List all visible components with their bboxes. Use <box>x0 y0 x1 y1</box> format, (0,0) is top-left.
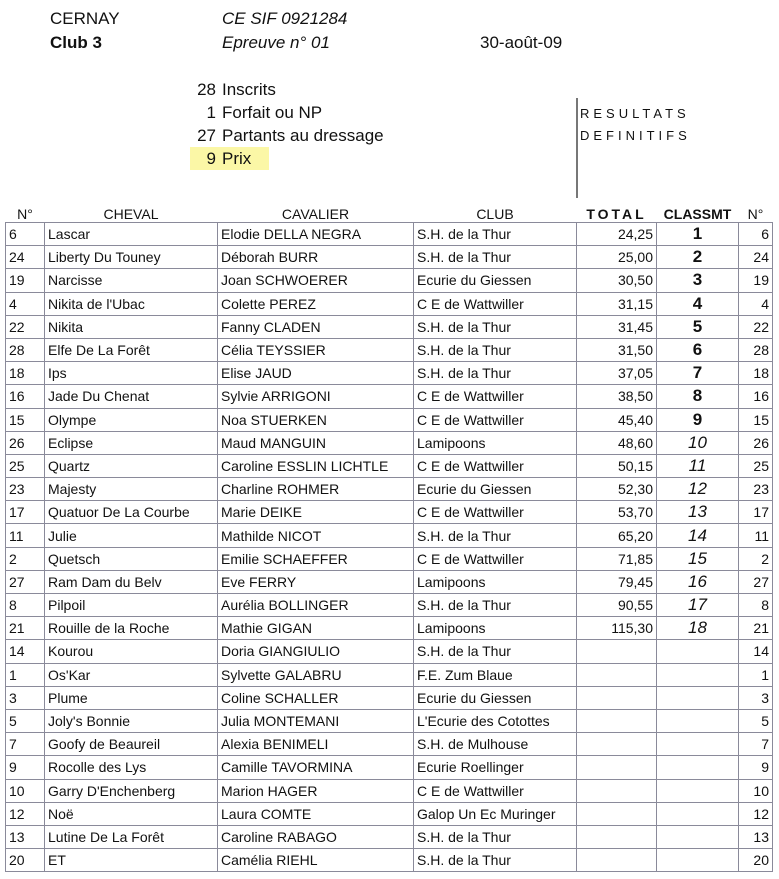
cell-club: S.H. de la Thur <box>414 338 577 361</box>
cell-cheval: Elfe De La Forêt <box>45 338 218 361</box>
table-row <box>6 501 773 524</box>
cell-num: 24 <box>6 246 45 269</box>
cell-num-right: 11 <box>739 524 773 547</box>
city-name: CERNAY <box>50 9 120 28</box>
cell-num-right: 9 <box>739 756 773 779</box>
stat-label: Inscrits <box>222 80 276 99</box>
cell-num-right: 27 <box>739 570 773 593</box>
cell-total <box>577 733 657 756</box>
cell-club: Ecurie Roellinger <box>414 756 577 779</box>
cell-total: 37,05 <box>577 362 657 385</box>
col-header-total: TOTAL <box>586 206 647 222</box>
cell-classmt <box>657 825 739 848</box>
cell-cavalier: Charline ROHMER <box>218 478 414 501</box>
cell-num: 1 <box>6 663 45 686</box>
table-row <box>6 269 773 292</box>
cell-club: Ecurie du Giessen <box>414 269 577 292</box>
cell-num: 4 <box>6 292 45 315</box>
table-row <box>6 733 773 756</box>
cell-total: 24,25 <box>577 223 657 246</box>
epreuve-label: Epreuve n° 01 <box>222 33 330 52</box>
table-row <box>6 431 773 454</box>
cell-num-right: 28 <box>739 338 773 361</box>
cell-total: 38,50 <box>577 385 657 408</box>
cell-num: 27 <box>6 570 45 593</box>
cell-club: C E de Wattwiller <box>414 292 577 315</box>
cell-num-right: 1 <box>739 663 773 686</box>
cell-cheval: Pilpoil <box>45 594 218 617</box>
cell-club: S.H. de la Thur <box>414 246 577 269</box>
cell-num: 9 <box>6 756 45 779</box>
cell-cheval: Majesty <box>45 478 218 501</box>
cell-cheval: Olympe <box>45 408 218 431</box>
cell-classmt <box>657 779 739 802</box>
cell-num-right: 12 <box>739 802 773 825</box>
cell-total <box>577 709 657 732</box>
cell-club: C E de Wattwiller <box>414 779 577 802</box>
cell-classmt: 8 <box>657 385 739 408</box>
event-date: 30-août-09 <box>480 33 563 52</box>
cell-num: 12 <box>6 802 45 825</box>
cell-classmt: 16 <box>657 570 739 593</box>
cell-num: 3 <box>6 686 45 709</box>
cell-num: 10 <box>6 779 45 802</box>
cell-cavalier: Elodie DELLA NEGRA <box>218 223 414 246</box>
cell-cheval: Quetsch <box>45 547 218 570</box>
cell-cheval: Kourou <box>45 640 218 663</box>
cell-cheval: Narcisse <box>45 269 218 292</box>
cell-num-right: 15 <box>739 408 773 431</box>
cell-total: 30,50 <box>577 269 657 292</box>
cell-classmt <box>657 709 739 732</box>
cell-classmt <box>657 663 739 686</box>
cell-classmt: 14 <box>657 524 739 547</box>
cell-cavalier: Mathie GIGAN <box>218 617 414 640</box>
table-row <box>6 246 773 269</box>
cell-cheval: Rocolle des Lys <box>45 756 218 779</box>
entry-stats <box>190 78 384 170</box>
cell-cheval: Ips <box>45 362 218 385</box>
cell-num-right: 23 <box>739 478 773 501</box>
cell-classmt <box>657 802 739 825</box>
cell-cavalier: Aurélia BOLLINGER <box>218 594 414 617</box>
cell-cheval: Liberty Du Touney <box>45 246 218 269</box>
cell-total <box>577 802 657 825</box>
col-header-cavalier: CAVALIER <box>281 206 350 222</box>
cell-num-right: 14 <box>739 640 773 663</box>
cell-num-right: 25 <box>739 454 773 477</box>
cell-cavalier: Marie DEIKE <box>218 501 414 524</box>
table-row <box>6 686 773 709</box>
cell-total <box>577 825 657 848</box>
table-row <box>6 617 773 640</box>
col-header-num: N° <box>17 206 33 222</box>
cell-num: 28 <box>6 338 45 361</box>
results-table <box>5 198 773 872</box>
cell-num: 25 <box>6 454 45 477</box>
cell-total: 52,30 <box>577 478 657 501</box>
cell-cavalier: Noa STUERKEN <box>218 408 414 431</box>
cell-club: C E de Wattwiller <box>414 408 577 431</box>
cell-total: 48,60 <box>577 431 657 454</box>
cell-classmt: 15 <box>657 547 739 570</box>
stat-number: 9 <box>190 147 222 170</box>
table-row <box>6 338 773 361</box>
cell-cheval: Eclipse <box>45 431 218 454</box>
stat-partants <box>190 124 384 147</box>
cell-num: 26 <box>6 431 45 454</box>
cell-num: 7 <box>6 733 45 756</box>
table-row <box>6 547 773 570</box>
cell-club: S.H. de la Thur <box>414 223 577 246</box>
cell-cheval: Plume <box>45 686 218 709</box>
cell-num: 11 <box>6 524 45 547</box>
cell-cavalier: Sylvette GALABRU <box>218 663 414 686</box>
cell-cavalier: Alexia BENIMELI <box>218 733 414 756</box>
cell-classmt: 13 <box>657 501 739 524</box>
cell-total: 90,55 <box>577 594 657 617</box>
cell-cheval: Rouille de la Roche <box>45 617 218 640</box>
cell-total: 50,15 <box>577 454 657 477</box>
cell-club: S.H. de la Thur <box>414 315 577 338</box>
cell-club: C E de Wattwiller <box>414 454 577 477</box>
cell-classmt <box>657 733 739 756</box>
cell-classmt: 2 <box>657 246 739 269</box>
cell-club: Ecurie du Giessen <box>414 478 577 501</box>
cell-cavalier: Laura COMTE <box>218 802 414 825</box>
stat-forfait <box>190 101 384 124</box>
cell-cavalier: Julia MONTEMANI <box>218 709 414 732</box>
cell-total: 115,30 <box>577 617 657 640</box>
cell-num-right: 4 <box>739 292 773 315</box>
cell-num-right: 21 <box>739 617 773 640</box>
cell-cavalier: Eve FERRY <box>218 570 414 593</box>
cell-classmt <box>657 756 739 779</box>
cell-cheval: Lascar <box>45 223 218 246</box>
cell-cheval: Garry D'Enchenberg <box>45 779 218 802</box>
cell-cheval: Nikita de l'Ubac <box>45 292 218 315</box>
cell-classmt: 17 <box>657 594 739 617</box>
cell-num-right: 7 <box>739 733 773 756</box>
club-label: Club 3 <box>50 33 102 52</box>
cell-cheval: Joly's Bonnie <box>45 709 218 732</box>
cell-club: Lamipoons <box>414 431 577 454</box>
results-title-line1: RESULTATS <box>580 106 690 121</box>
col-header-cheval: CHEVAL <box>103 206 159 222</box>
cell-cavalier: Maud MANGUIN <box>218 431 414 454</box>
cell-cheval: Ram Dam du Belv <box>45 570 218 593</box>
cell-club: C E de Wattwiller <box>414 501 577 524</box>
cell-classmt: 3 <box>657 269 739 292</box>
cell-cheval: Quartz <box>45 454 218 477</box>
cell-num-right: 13 <box>739 825 773 848</box>
col-header-club: CLUB <box>476 206 514 222</box>
cell-cavalier: Sylvie ARRIGONI <box>218 385 414 408</box>
cell-cheval: Julie <box>45 524 218 547</box>
cell-club: C E de Wattwiller <box>414 385 577 408</box>
cell-num-right: 26 <box>739 431 773 454</box>
divider-line <box>576 98 578 198</box>
cell-num: 17 <box>6 501 45 524</box>
cell-classmt: 1 <box>657 223 739 246</box>
cell-num: 19 <box>6 269 45 292</box>
cell-num-right: 20 <box>739 849 773 872</box>
stat-inscrits <box>190 78 384 101</box>
cell-club: Ecurie du Giessen <box>414 686 577 709</box>
cell-classmt: 6 <box>657 338 739 361</box>
cell-cheval: Lutine De La Forêt <box>45 825 218 848</box>
cell-classmt: 9 <box>657 408 739 431</box>
cell-classmt: 10 <box>657 431 739 454</box>
cell-cheval: Jade Du Chenat <box>45 385 218 408</box>
table-row <box>6 594 773 617</box>
table-row <box>6 478 773 501</box>
table-row <box>6 223 773 246</box>
cell-num: 23 <box>6 478 45 501</box>
cell-total: 31,45 <box>577 315 657 338</box>
table-row <box>6 640 773 663</box>
cell-cavalier: Caroline RABAGO <box>218 825 414 848</box>
cell-num: 5 <box>6 709 45 732</box>
table-row <box>6 802 773 825</box>
cell-cavalier: Coline SCHALLER <box>218 686 414 709</box>
results-title <box>580 103 691 147</box>
cell-club: S.H. de la Thur <box>414 825 577 848</box>
cell-total <box>577 849 657 872</box>
table-row <box>6 825 773 848</box>
cell-total <box>577 756 657 779</box>
stat-prix <box>190 147 384 170</box>
cell-num: 15 <box>6 408 45 431</box>
stat-label: Prix <box>222 147 269 170</box>
cell-num-right: 19 <box>739 269 773 292</box>
cell-num-right: 16 <box>739 385 773 408</box>
cell-total: 65,20 <box>577 524 657 547</box>
cell-num: 14 <box>6 640 45 663</box>
cell-cheval: Noë <box>45 802 218 825</box>
cell-total <box>577 663 657 686</box>
cell-num: 21 <box>6 617 45 640</box>
cell-cavalier: Célia TEYSSIER <box>218 338 414 361</box>
cell-total: 31,50 <box>577 338 657 361</box>
cell-num-right: 5 <box>739 709 773 732</box>
results-title-line2: DEFINITIFS <box>580 128 691 143</box>
cell-cavalier: Déborah BURR <box>218 246 414 269</box>
col-header-classmt: CLASSMT <box>663 206 732 222</box>
cell-total: 31,15 <box>577 292 657 315</box>
table-row <box>6 756 773 779</box>
stat-number: 1 <box>206 103 216 122</box>
cell-num-right: 2 <box>739 547 773 570</box>
cell-num-right: 10 <box>739 779 773 802</box>
table-row <box>6 779 773 802</box>
table-row <box>6 362 773 385</box>
cell-cavalier: Caroline ESSLIN LICHTLE <box>218 454 414 477</box>
cell-club: Lamipoons <box>414 570 577 593</box>
cell-club: S.H. de la Thur <box>414 594 577 617</box>
cell-num-right: 3 <box>739 686 773 709</box>
cell-club: Galop Un Ec Muringer <box>414 802 577 825</box>
cell-club: Lamipoons <box>414 617 577 640</box>
cell-num: 8 <box>6 594 45 617</box>
cell-cavalier: Marion HAGER <box>218 779 414 802</box>
cell-total: 71,85 <box>577 547 657 570</box>
cell-num: 18 <box>6 362 45 385</box>
cell-cavalier: Fanny CLADEN <box>218 315 414 338</box>
table-row <box>6 292 773 315</box>
competition-ref: CE SIF 0921284 <box>222 9 348 28</box>
stat-number: 28 <box>197 80 216 99</box>
cell-num: 20 <box>6 849 45 872</box>
cell-classmt: 4 <box>657 292 739 315</box>
cell-classmt: 5 <box>657 315 739 338</box>
cell-cavalier: Doria GIANGIULIO <box>218 640 414 663</box>
cell-num-right: 24 <box>739 246 773 269</box>
cell-num: 16 <box>6 385 45 408</box>
cell-num-right: 6 <box>739 223 773 246</box>
table-row <box>6 454 773 477</box>
table-row <box>6 849 773 872</box>
cell-classmt <box>657 849 739 872</box>
cell-club: S.H. de Mulhouse <box>414 733 577 756</box>
cell-total: 53,70 <box>577 501 657 524</box>
cell-cheval: Os'Kar <box>45 663 218 686</box>
cell-classmt: 18 <box>657 617 739 640</box>
cell-cavalier: Elise JAUD <box>218 362 414 385</box>
cell-total: 25,00 <box>577 246 657 269</box>
cell-cavalier: Colette PEREZ <box>218 292 414 315</box>
cell-club: S.H. de la Thur <box>414 362 577 385</box>
cell-cavalier: Joan SCHWOERER <box>218 269 414 292</box>
table-row <box>6 570 773 593</box>
cell-total <box>577 686 657 709</box>
table-row <box>6 709 773 732</box>
cell-num-right: 17 <box>739 501 773 524</box>
cell-num-right: 18 <box>739 362 773 385</box>
cell-total <box>577 779 657 802</box>
cell-total: 79,45 <box>577 570 657 593</box>
cell-classmt <box>657 640 739 663</box>
cell-total <box>577 640 657 663</box>
cell-club: S.H. de la Thur <box>414 640 577 663</box>
cell-num: 13 <box>6 825 45 848</box>
cell-num-right: 8 <box>739 594 773 617</box>
stat-label: Partants au dressage <box>222 126 384 145</box>
stat-label: Forfait ou NP <box>222 103 323 122</box>
cell-club: F.E. Zum Blaue <box>414 663 577 686</box>
table-header-row <box>6 198 773 223</box>
table-row <box>6 408 773 431</box>
cell-cavalier: Emilie SCHAEFFER <box>218 547 414 570</box>
cell-cheval: Goofy de Beaureil <box>45 733 218 756</box>
cell-total: 45,40 <box>577 408 657 431</box>
cell-club: L'Ecurie des Cotottes <box>414 709 577 732</box>
table-row <box>6 663 773 686</box>
cell-cheval: ET <box>45 849 218 872</box>
cell-cavalier: Mathilde NICOT <box>218 524 414 547</box>
cell-num: 2 <box>6 547 45 570</box>
cell-classmt: 11 <box>657 454 739 477</box>
cell-classmt <box>657 686 739 709</box>
cell-cheval: Quatuor De La Courbe <box>45 501 218 524</box>
table-row <box>6 315 773 338</box>
cell-classmt: 7 <box>657 362 739 385</box>
cell-club: S.H. de la Thur <box>414 849 577 872</box>
table-row <box>6 524 773 547</box>
cell-cavalier: Camélia RIEHL <box>218 849 414 872</box>
col-header-num-right: N° <box>747 206 764 222</box>
cell-club: S.H. de la Thur <box>414 524 577 547</box>
cell-num: 6 <box>6 223 45 246</box>
cell-num: 22 <box>6 315 45 338</box>
cell-club: C E de Wattwiller <box>414 547 577 570</box>
cell-num-right: 22 <box>739 315 773 338</box>
stat-number: 27 <box>197 126 216 145</box>
cell-classmt: 12 <box>657 478 739 501</box>
cell-cheval: Nikita <box>45 315 218 338</box>
cell-cavalier: Camille TAVORMINA <box>218 756 414 779</box>
table-row <box>6 385 773 408</box>
